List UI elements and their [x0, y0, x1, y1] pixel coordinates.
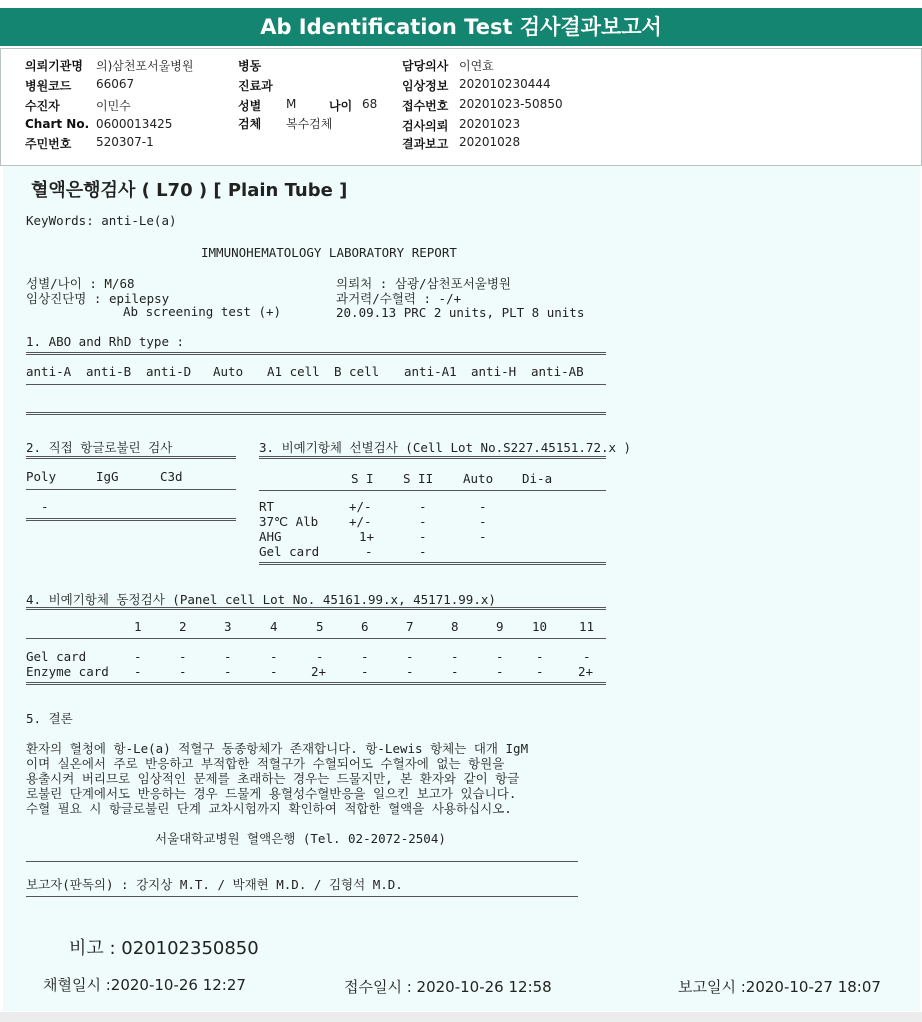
panel-col-11: 11: [579, 619, 595, 634]
age-value: 68: [362, 97, 378, 111]
panel-col-4: 4: [270, 619, 278, 634]
abo-col-8: anti-AB: [531, 364, 584, 379]
panel-cell: -: [134, 649, 142, 664]
divider: [26, 489, 236, 490]
doctor-value: 이연효: [459, 59, 494, 73]
screening-cell: +/-: [349, 514, 372, 529]
panel-col-1: 1: [134, 619, 142, 634]
screening-cell: -: [365, 544, 373, 559]
received-time: 접수일시 : 2020-10-26 12:58: [344, 978, 552, 996]
divider: [26, 456, 236, 459]
dat-col-poly: Poly: [26, 469, 57, 484]
panel-col-10: 10: [532, 619, 548, 634]
clinical-info-label: 임상정보: [402, 79, 449, 93]
receipt-no-label: 접수번호: [402, 99, 449, 113]
result-report-label: 결과보고: [402, 137, 449, 151]
screening-cell: -: [419, 514, 427, 529]
requester: 의뢰처 : 삼광/삼천포서울병원: [336, 276, 512, 291]
panel-cell: -: [406, 664, 414, 679]
panel-cell: -: [536, 664, 544, 679]
conclusion-line: 로불린 단계에서도 반응하는 경우 드물게 용혈성수혈반응을 일으킨 보고가 있습니다.: [26, 786, 517, 801]
panel-col-5: 5: [316, 619, 324, 634]
conclusion-line: 용출시켜 버리므로 임상적인 문제를 초래하는 경우는 드물지만, 본 환자와 같이 항글: [26, 771, 520, 786]
doctor-label: 담당의사: [402, 59, 449, 73]
transfusion-history: 과거력/수혈력 : -/+: [336, 291, 462, 306]
remark: 비고 : 020102350850: [69, 938, 259, 959]
section-title: 혈액은행검사 ( L70 ) [ Plain Tube ]: [31, 180, 348, 201]
patient-name-label: 수진자: [25, 99, 60, 113]
hospital-name-label: 의뢰기관명: [25, 59, 83, 73]
conclusion-line: 수혈 필요 시 항글로불린 단계 교차시험까지 확인하여 적합한 혈액을 사용하십시오.: [26, 801, 512, 816]
dat-poly-value: -: [41, 499, 49, 514]
panel-cell: -: [179, 649, 187, 664]
screening-col-dia: Di-a: [522, 471, 553, 486]
divider: [259, 562, 606, 565]
abo-title: 1. ABO and RhD type :: [26, 334, 185, 349]
screening-cell: -: [419, 544, 427, 559]
collected-time: 채혈일시 :2020-10-26 12:27: [43, 976, 246, 994]
patient-header: [0, 48, 922, 166]
abo-col-3: Auto: [213, 364, 244, 379]
abo-col-4: A1 cell: [267, 364, 320, 379]
panel-cell: -: [361, 664, 369, 679]
ward-label: 병동: [238, 59, 262, 73]
conclusion-title: 5. 결론: [26, 711, 73, 726]
screening-cell: -: [479, 499, 487, 514]
resident-no-label: 주민번호: [25, 137, 72, 151]
dept-label: 진료과: [238, 79, 273, 93]
report-title: Ab Identification Test 검사결과보고서: [260, 15, 662, 39]
patient-sex-age: 성별/나이 : M/68: [26, 276, 135, 291]
clinical-info-value: 202010230444: [459, 77, 551, 91]
screening-row-label: 37℃ Alb: [259, 514, 319, 529]
panel-cell: 2+: [578, 664, 594, 679]
panel-cell: -: [451, 664, 459, 679]
panel-cell: -: [224, 649, 232, 664]
institution: 서울대학교병원 혈액은행 (Tel. 02-2072-2504): [155, 831, 446, 846]
screening-row-label: Gel card: [259, 544, 320, 559]
hospital-name-value: 의)삼천포서울병원: [96, 59, 194, 73]
conclusion-line: 이며 실온에서 주로 반응하고 부적합한 적혈구가 수혈되어도 수혈자에 없는 항원을: [26, 756, 505, 771]
receipt-no-value: 20201023-50850: [459, 97, 563, 111]
bottom-bar: [0, 1012, 922, 1022]
sex-label: 성별: [238, 99, 262, 113]
reported-time: 보고일시 :2020-10-27 18:07: [678, 978, 881, 996]
panel-row-label: Gel card: [26, 649, 87, 664]
test-request-label: 검사의뢰: [402, 119, 449, 133]
screening-cell: -: [419, 499, 427, 514]
panel-col-7: 7: [406, 619, 414, 634]
conclusion-line: 환자의 혈청에 항-Le(a) 적혈구 동종항체가 존재합니다. 항-Lewis 항체는 대개 IgM: [26, 741, 529, 756]
chart-no-value: 0600013425: [96, 117, 173, 131]
hospital-code-label: 병원코드: [25, 79, 72, 93]
dat-col-igg: IgG: [96, 469, 119, 484]
screening-cell: -: [479, 514, 487, 529]
divider: [26, 352, 606, 355]
ab-screening: Ab screening test (+): [123, 304, 282, 319]
panel-cell: -: [270, 664, 278, 679]
divider: [26, 896, 578, 897]
panel-title: 4. 비예기항체 동정검사 (Panel cell Lot No. 45161.99.x, 45171.99.x): [26, 592, 496, 607]
panel-col-3: 3: [224, 619, 232, 634]
abo-col-1: anti-B: [86, 364, 132, 379]
screening-cell: -: [419, 529, 427, 544]
report-title-bar: [0, 8, 922, 46]
lab-report-title: IMMUNOHEMATOLOGY LABORATORY REPORT: [201, 245, 457, 260]
keywords: KeyWords: anti-Le(a): [26, 213, 177, 228]
screening-row-label: AHG: [259, 529, 282, 544]
panel-col-9: 9: [496, 619, 504, 634]
panel-col-6: 6: [361, 619, 369, 634]
screening-cell: 1+: [359, 529, 375, 544]
patient-diagnosis: 임상진단명 : epilepsy: [26, 291, 170, 306]
panel-col-8: 8: [451, 619, 459, 634]
panel-cell: -: [496, 649, 504, 664]
abo-col-6: anti-A1: [404, 364, 457, 379]
panel-row-label: Enzyme card: [26, 664, 109, 679]
panel-cell: -: [270, 649, 278, 664]
hospital-code-value: 66067: [96, 77, 135, 91]
specimen-value: 복수검체: [286, 117, 333, 131]
panel-cell: -: [536, 649, 544, 664]
specimen-label: 검체: [238, 117, 262, 131]
panel-cell: -: [134, 664, 142, 679]
reporter: 보고자(판독의) : 강지상 M.T. / 박재현 M.D. / 김형석 M.D.: [26, 877, 403, 892]
divider: [26, 412, 606, 415]
divider: [26, 861, 578, 862]
divider: [26, 638, 606, 639]
screening-cell: +/-: [349, 499, 372, 514]
sex-value: M: [286, 97, 297, 111]
result-report-value: 20201028: [459, 135, 521, 149]
dat-title: 2. 직접 항글로불린 검사: [26, 440, 173, 455]
chart-no-label: Chart No.: [25, 117, 90, 131]
divider: [26, 384, 606, 385]
panel-cell: -: [361, 649, 369, 664]
abo-col-2: anti-D: [146, 364, 192, 379]
panel-cell: -: [406, 649, 414, 664]
dat-col-c3d: C3d: [160, 469, 183, 484]
screening-cell: -: [479, 529, 487, 544]
patient-name-value: 이민수: [96, 99, 131, 113]
abo-col-7: anti-H: [471, 364, 517, 379]
panel-cell: -: [179, 664, 187, 679]
screening-col-sii: S II: [403, 471, 434, 486]
divider: [26, 682, 606, 685]
transfusion-history-detail: 20.09.13 PRC 2 units, PLT 8 units: [336, 305, 585, 320]
divider: [26, 607, 606, 610]
screening-col-auto: Auto: [463, 471, 494, 486]
resident-no-value: 520307-1: [96, 135, 154, 149]
panel-cell: -: [583, 649, 591, 664]
panel-cell: -: [451, 649, 459, 664]
abo-col-0: anti-A: [26, 364, 72, 379]
report-body: [3, 166, 920, 1011]
abo-col-5: B cell: [334, 364, 380, 379]
screening-title: 3. 비예기항체 선별검사 (Cell Lot No.S227.45151.72.x ): [259, 440, 632, 455]
panel-cell: 2+: [311, 664, 327, 679]
panel-cell: -: [316, 649, 324, 664]
age-label: 나이: [329, 99, 353, 113]
divider: [259, 456, 606, 459]
divider: [26, 518, 236, 521]
panel-cell: -: [496, 664, 504, 679]
screening-col-si: S I: [351, 471, 374, 486]
divider: [259, 490, 606, 491]
panel-col-2: 2: [179, 619, 187, 634]
screening-row-label: RT: [259, 499, 275, 514]
panel-cell: -: [224, 664, 232, 679]
test-request-value: 20201023: [459, 117, 521, 131]
